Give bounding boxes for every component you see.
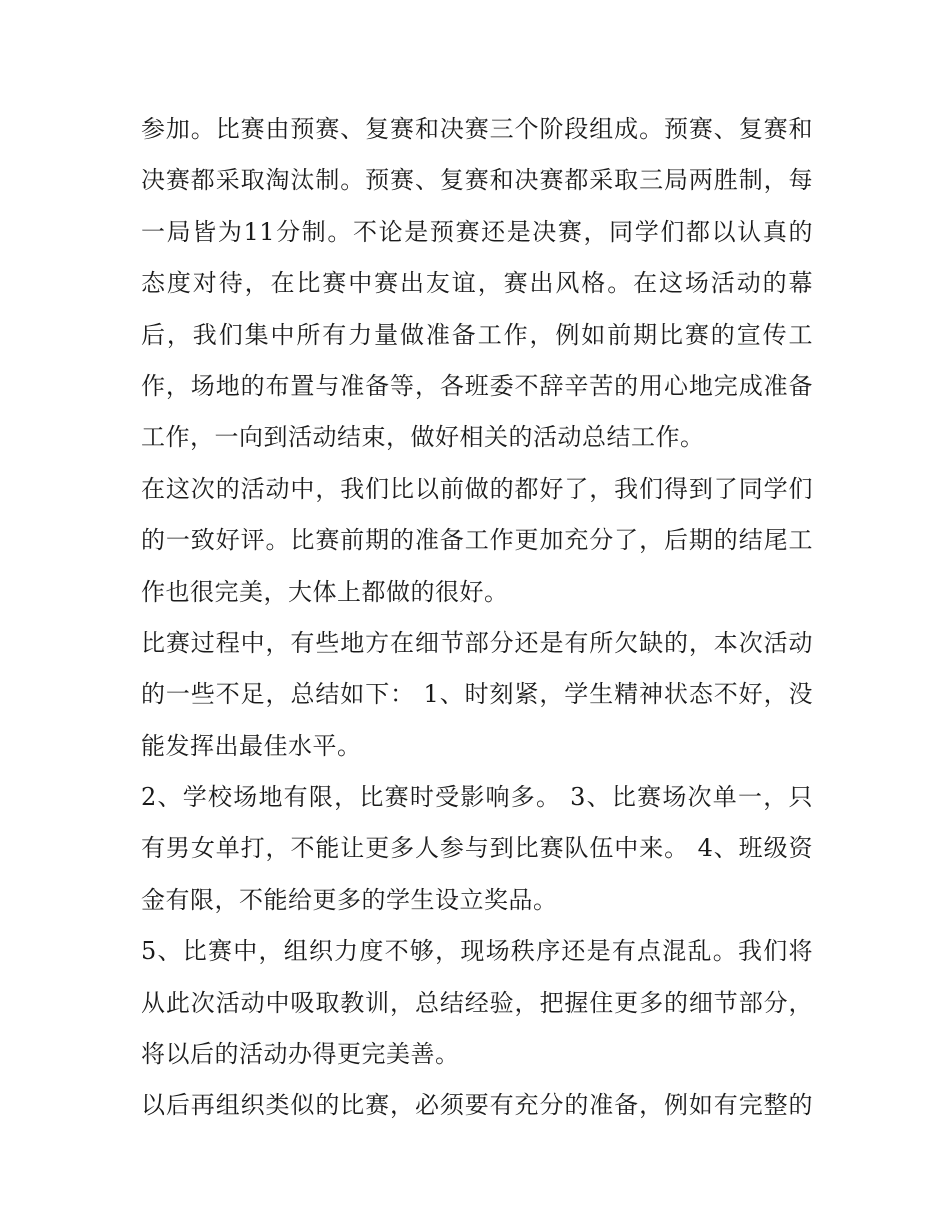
text-line: 2、学校场地有限，比赛时受影响多。 3、比赛场次单一，只 [141,783,813,812]
text-line: 决赛都采取淘汰制。预赛、复赛和决赛都采取三局两胜制，每 [141,166,813,195]
paragraph-3 [141,618,813,772]
text-line: 参加。比赛由预赛、复赛和决赛三个阶段组成。预赛、复赛和 [141,115,813,143]
text-line: 后，我们集中所有力量做准备工作，例如前期比赛的宣传工 [141,320,813,349]
text-line: 在这次的活动中，我们比以前做的都好了，我们得到了同学们 [141,474,813,503]
text-line: 一局皆为11分制。不论是预赛还是决赛，同学们都以认真的 [141,217,813,246]
text-line: 比赛过程中，有些地方在细节部分还是有所欠缺的，本次活动 [141,628,813,657]
body-text [141,104,813,1132]
paragraph-5 [141,926,813,1080]
paragraph-4 [141,772,813,926]
text-line: 作也很完美，大体上都做的很好。 [141,577,509,606]
text-line: 金有限，不能给更多的学生设立奖品。 [141,885,558,914]
text-line: 5、比赛中，组织力度不够，现场秩序还是有点混乱。我们将 [141,937,813,966]
text-line: 从此次活动中吸取教训，总结经验，把握住更多的细节部分， [141,988,813,1017]
text-line: 有男女单打，不能让更多人参与到比赛队伍中来。 4、班级资 [141,834,813,863]
paragraph-6 [141,1080,813,1131]
text-line: 将以后的活动办得更完美善。 [141,1040,460,1069]
text-line: 能发挥出最佳水平。 [141,731,362,760]
text-line: 以后再组织类似的比赛，必须要有充分的准备，例如有完整的 [141,1091,813,1120]
text-line: 工作，一向到活动结束，做好相关的活动总结工作。 [141,423,705,452]
paragraph-2 [141,464,813,618]
text-line: 的一些不足，总结如下： 1、时刻紧，学生精神状态不好，没 [141,680,813,709]
paragraph-1 [141,104,813,464]
text-line: 作，场地的布置与准备等，各班委不辞辛苦的用心地完成准备 [141,371,813,400]
text-line: 态度对待，在比赛中赛出友谊，赛出风格。在这场活动的幕 [141,269,813,298]
text-line: 的一致好评。比赛前期的准备工作更加充分了，后期的结尾工 [141,526,813,555]
